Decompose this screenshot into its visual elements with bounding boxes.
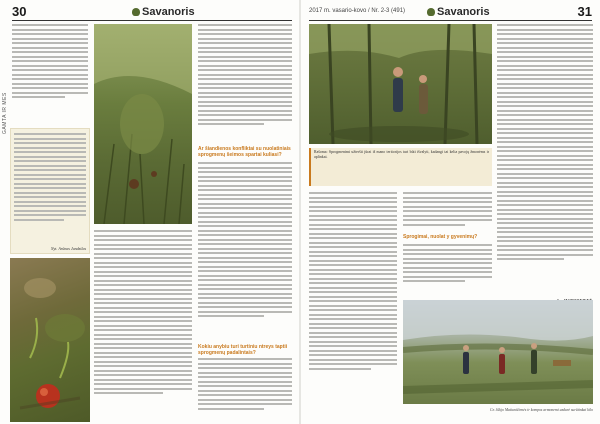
pull-quote: [309, 148, 492, 186]
article-column-1-top: [12, 24, 88, 114]
bird-logo-icon: [132, 8, 140, 16]
header-rule: [12, 20, 292, 21]
page-number-right: 31: [577, 4, 592, 19]
magazine-title-right: Savanoris: [437, 6, 490, 18]
bird-logo-icon: [427, 8, 435, 16]
photo-forest-team-drawing: [309, 24, 492, 144]
article-column-right-2-mid: [403, 244, 492, 292]
magazine-title: Savanoris: [142, 6, 195, 18]
issue-label: 2017 m. vasario-kovo / Nr. 2-3 (491): [309, 8, 406, 14]
article-column-right-1: [309, 192, 397, 398]
pull-quote-text: Rašoma: Sprogmenimi užteršti jūrai iš mano teritorijos turi būti išvalyti, kadangi tai kelia pavojų žmonėms ir aplinkai.: [314, 150, 489, 159]
photo-ground-plants: [10, 258, 90, 422]
article-column-right-2-top: [403, 192, 492, 232]
photo-caption: Gr. Jūkjo Matiuničienės ir kompos armonemi uzdurė surūtinkai kilo: [489, 408, 593, 412]
subheading-1: Ar šiandienos konfliktai su nuolatiniais sprogmenų šeimos spartai kuliasi?: [198, 146, 291, 158]
article-column-2: [94, 230, 192, 416]
section-tab: GAMTA IR MES: [2, 92, 8, 134]
photo-ground-plants-drawing: [10, 258, 90, 422]
photo-people-in-field-drawing: [403, 300, 593, 404]
right-page: [301, 0, 600, 424]
article-column-3-top: [198, 24, 292, 144]
header-rule-right: [309, 20, 592, 21]
photo-forest-team: [309, 24, 492, 144]
article-column-right-3: [497, 24, 593, 296]
page-number-left: 30: [12, 4, 27, 19]
sidebar-box: [10, 128, 90, 254]
subheading-right: Sprogimai, nuolat y gyvenimų?: [403, 234, 478, 240]
photo-grass-field: [94, 24, 192, 224]
article-column-3-bottom: [198, 358, 292, 418]
article-column-3-mid: [198, 162, 292, 340]
left-page: [0, 0, 299, 424]
masthead-left: [132, 6, 195, 18]
masthead-right: [427, 6, 490, 18]
sidebar-signature: Nyt. Arūnas Jundzilas: [50, 246, 86, 251]
photo-grass-field-drawing: [94, 24, 192, 224]
subheading-2: Kokiu anybiu turi turtiniu ntreys taptii sprogmenų padalintais?: [198, 344, 288, 356]
photo-people-in-field: [403, 300, 593, 404]
